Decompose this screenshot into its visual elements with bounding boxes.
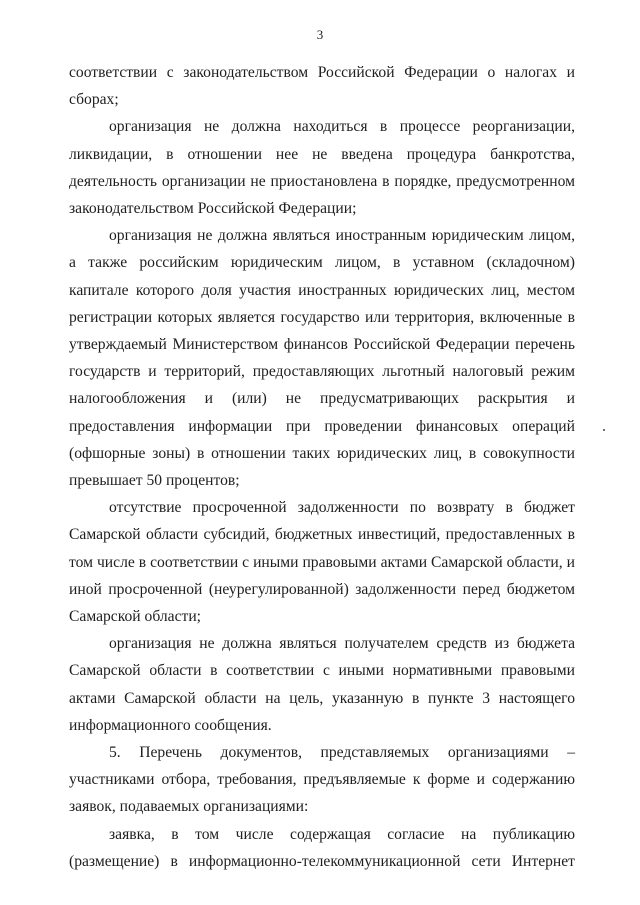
paragraph-not-budget-recipient: организация не должна являться получателем средств из бюджета Самарской области в соответствии с иными нормативными правовыми актами Самарской области на цель, указанную в пункте 3 настоящего информационного сообщения. (69, 635, 575, 734)
paragraph-application: заявка, в том числе содержащая согласие на публикацию (размещение) в информационно-телекоммуникационной сети Интернет (69, 825, 575, 870)
paragraph-not-foreign-entity: организация не должна являться иностранным юридическим лицом, а также российским юридическим лицом, в уставном (складочном) капитале которого доля участия иностранных юридических лиц, местом регистрации которых является государство или территория, включенные в утверждаемый Министерством финансов Российской Федерации перечень государств и территорий, предоставляющих льготный налоговый режим налогообложения и (или) не предусматривающих раскрытия и предоставления информации при проведении финансовых операций (офшорные зоны) в отношении таких юридических лиц, в совокупности превышает 50 процентов; (69, 227, 575, 490)
paragraph-no-overdue-debt: отсутствие просроченной задолженности по возврату в бюджет Самарской области субсидий, бюджетных инвестиций, предоставленных в том числе в соответствии с иными правовыми актами Самарской области, и иной просроченной (неурегулированной) задолженности перед бюджетом Самарской области; (69, 499, 575, 626)
paragraph-no-reorganization: организация не должна находиться в процессе реорганизации, ликвидации, в отношении нее не введена процедура банкротства, деятельность организации не приостановлена в порядке, предусмотренном законодательством Российской Федерации; (69, 118, 575, 218)
document-body (69, 59, 575, 875)
scan-speck (603, 429, 605, 431)
paragraph-documents-list-heading: 5. Перечень документов, представляемых организациями – участниками отбора, требования, предъявляемые к форме и содержанию заявок, подаваемых организациями: (69, 744, 575, 816)
paragraph-taxes-continuation: соответствии с законодательством Российской Федерации о налогах и сборах; (69, 64, 575, 109)
page-number: 3 (316, 27, 324, 42)
